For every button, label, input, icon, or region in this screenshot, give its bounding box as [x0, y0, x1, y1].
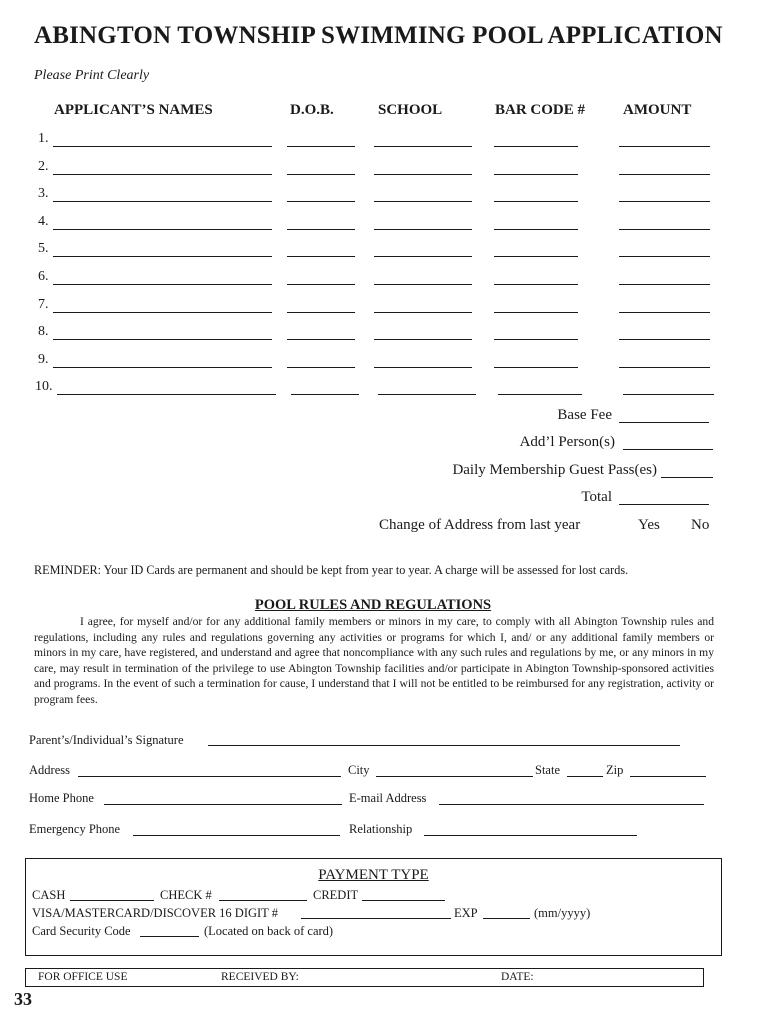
- form-title: ABINGTON TOWNSHIP SWIMMING POOL APPLICATION: [34, 22, 723, 49]
- credit-field[interactable]: [362, 900, 445, 901]
- base-fee-field[interactable]: [619, 422, 709, 423]
- row-2-school-field[interactable]: [374, 174, 472, 175]
- row-9-bar-code-field[interactable]: [494, 367, 578, 368]
- home-phone-label: Home Phone: [29, 791, 94, 805]
- row-6-name-field[interactable]: [53, 284, 272, 285]
- row-1-school-field[interactable]: [374, 146, 472, 147]
- row-3-bar-code-field[interactable]: [494, 201, 578, 202]
- signature-label: Parent’s/Individual’s Signature: [29, 733, 184, 747]
- row-6-school-field[interactable]: [374, 284, 472, 285]
- row-5-amount-field[interactable]: [619, 256, 710, 257]
- row-3-dob-field[interactable]: [287, 201, 355, 202]
- row-6-bar-code-field[interactable]: [494, 284, 578, 285]
- row-2-bar-code-field[interactable]: [494, 174, 578, 175]
- row-8-amount-field[interactable]: [619, 339, 710, 340]
- row-4-bar-code-field[interactable]: [494, 229, 578, 230]
- row-10-amount-field[interactable]: [623, 394, 714, 395]
- row-number: 9.: [38, 352, 49, 367]
- row-number: 8.: [38, 324, 49, 339]
- rules-heading: POOL RULES AND REGULATIONS: [254, 597, 492, 613]
- zip-field[interactable]: [630, 776, 706, 777]
- security-code-note: (Located on back of card): [204, 924, 334, 938]
- relationship-label: Relationship: [349, 822, 413, 836]
- row-4-school-field[interactable]: [374, 229, 472, 230]
- row-2-name-field[interactable]: [53, 174, 272, 175]
- row-number: 4.: [38, 214, 49, 229]
- exp-format: (mm/yyyy): [534, 906, 591, 920]
- row-7-amount-field[interactable]: [619, 312, 710, 313]
- city-field[interactable]: [376, 776, 533, 777]
- row-5-dob-field[interactable]: [287, 256, 355, 257]
- row-number: 3.: [38, 186, 49, 201]
- home-phone-field[interactable]: [104, 804, 342, 805]
- received-by-label: RECEIVED BY:: [221, 971, 299, 983]
- row-10-dob-field[interactable]: [291, 394, 359, 395]
- header-amount: AMOUNT: [623, 102, 692, 118]
- row-3-amount-field[interactable]: [619, 201, 710, 202]
- header-school: SCHOOL: [378, 102, 443, 118]
- reminder-text: REMINDER: Your ID Cards are permanent and should be kept from year to year. A charge will be assessed for lost cards.: [34, 563, 629, 577]
- office-use-box: [25, 968, 704, 987]
- email-label: E-mail Address: [349, 791, 427, 805]
- exp-label: EXP: [454, 906, 478, 920]
- row-4-name-field[interactable]: [53, 229, 272, 230]
- row-10-school-field[interactable]: [378, 394, 476, 395]
- row-5-name-field[interactable]: [53, 256, 272, 257]
- row-3-school-field[interactable]: [374, 201, 472, 202]
- form-subtitle: Please Print Clearly: [34, 68, 150, 83]
- city-label: City: [348, 763, 370, 777]
- exp-field[interactable]: [483, 918, 530, 919]
- row-8-school-field[interactable]: [374, 339, 472, 340]
- row-number: 7.: [38, 297, 49, 312]
- row-7-dob-field[interactable]: [287, 312, 355, 313]
- office-use-label: FOR OFFICE USE: [38, 971, 128, 983]
- row-10-name-field[interactable]: [57, 394, 276, 395]
- cash-label: CASH: [32, 888, 66, 902]
- row-5-school-field[interactable]: [374, 256, 472, 257]
- rules-body: [34, 614, 714, 708]
- state-field[interactable]: [567, 776, 603, 777]
- row-9-dob-field[interactable]: [287, 367, 355, 368]
- row-6-dob-field[interactable]: [287, 284, 355, 285]
- address-field[interactable]: [78, 776, 341, 777]
- row-7-school-field[interactable]: [374, 312, 472, 313]
- row-8-dob-field[interactable]: [287, 339, 355, 340]
- total-label: Total: [581, 489, 612, 505]
- check-field[interactable]: [219, 900, 307, 901]
- row-10-bar-code-field[interactable]: [498, 394, 582, 395]
- email-field[interactable]: [439, 804, 704, 805]
- card-label: VISA/MASTERCARD/DISCOVER 16 DIGIT #: [32, 906, 278, 920]
- row-1-name-field[interactable]: [53, 146, 272, 147]
- guest-passes-field[interactable]: [661, 477, 713, 478]
- date-label: DATE:: [501, 971, 534, 983]
- row-8-name-field[interactable]: [53, 339, 272, 340]
- header-applicant-names: APPLICANT’S NAMES: [54, 102, 213, 118]
- row-1-amount-field[interactable]: [619, 146, 710, 147]
- row-3-name-field[interactable]: [53, 201, 272, 202]
- credit-label: CREDIT: [313, 888, 359, 902]
- row-number: 6.: [38, 269, 49, 284]
- emergency-phone-label: Emergency Phone: [29, 822, 121, 836]
- addl-persons-field[interactable]: [623, 449, 713, 450]
- state-label: State: [535, 763, 560, 777]
- security-code-field[interactable]: [140, 936, 199, 937]
- cash-field[interactable]: [70, 900, 154, 901]
- row-5-bar-code-field[interactable]: [494, 256, 578, 257]
- row-2-dob-field[interactable]: [287, 174, 355, 175]
- row-2-amount-field[interactable]: [619, 174, 710, 175]
- security-code-label: Card Security Code: [32, 924, 131, 938]
- addl-persons-label: Add’l Person(s): [519, 434, 615, 450]
- change-address-no[interactable]: No: [691, 517, 710, 533]
- emergency-phone-field[interactable]: [133, 835, 340, 836]
- row-number: 2.: [38, 159, 49, 174]
- row-7-bar-code-field[interactable]: [494, 312, 578, 313]
- check-label: CHECK #: [160, 888, 212, 902]
- payment-title: PAYMENT TYPE: [318, 867, 429, 883]
- row-9-name-field[interactable]: [53, 367, 272, 368]
- base-fee-label: Base Fee: [557, 407, 612, 423]
- address-label: Address: [29, 763, 70, 777]
- change-address-yes[interactable]: Yes: [638, 517, 660, 533]
- row-number: 1.: [38, 131, 49, 146]
- guest-passes-label: Daily Membership Guest Pass(es): [452, 462, 657, 478]
- zip-label: Zip: [606, 763, 624, 777]
- payment-box: [25, 858, 722, 956]
- row-7-name-field[interactable]: [53, 312, 272, 313]
- change-address-label: Change of Address from last year: [379, 517, 581, 533]
- card-number-field[interactable]: [301, 918, 451, 919]
- rules-text: I agree, for myself and/or for any additional family members or minors in my care, to comply with all Abington Township rules and regulations, including any rules and regulations governing any activities or programs for which I, and/ or any additional family members or minors in my care, have registered, and understand and agree that noncompliance with any such rules and regulations by me, or any minors in my care, may result in termination of the privilege to use Abington Township facilities and/or participate in Abington Township-sponsored activities and programs. In the event of such a termination for cause, I understand that I will not be entitled to be reimbursed for any registration, activity or program fees.: [34, 615, 714, 706]
- row-1-bar-code-field[interactable]: [494, 146, 578, 147]
- relationship-field[interactable]: [424, 835, 637, 836]
- row-8-bar-code-field[interactable]: [494, 339, 578, 340]
- header-dob: D.O.B.: [290, 102, 334, 118]
- row-6-amount-field[interactable]: [619, 284, 710, 285]
- page-number: 33: [14, 989, 32, 1009]
- row-number: 5.: [38, 241, 49, 256]
- row-4-amount-field[interactable]: [619, 229, 710, 230]
- signature-field[interactable]: [208, 745, 680, 746]
- row-9-school-field[interactable]: [374, 367, 472, 368]
- row-9-amount-field[interactable]: [619, 367, 710, 368]
- row-1-dob-field[interactable]: [287, 146, 355, 147]
- row-number: 10.: [35, 379, 53, 394]
- header-bar-code: BAR CODE #: [495, 102, 586, 118]
- row-4-dob-field[interactable]: [287, 229, 355, 230]
- total-field[interactable]: [619, 504, 709, 505]
